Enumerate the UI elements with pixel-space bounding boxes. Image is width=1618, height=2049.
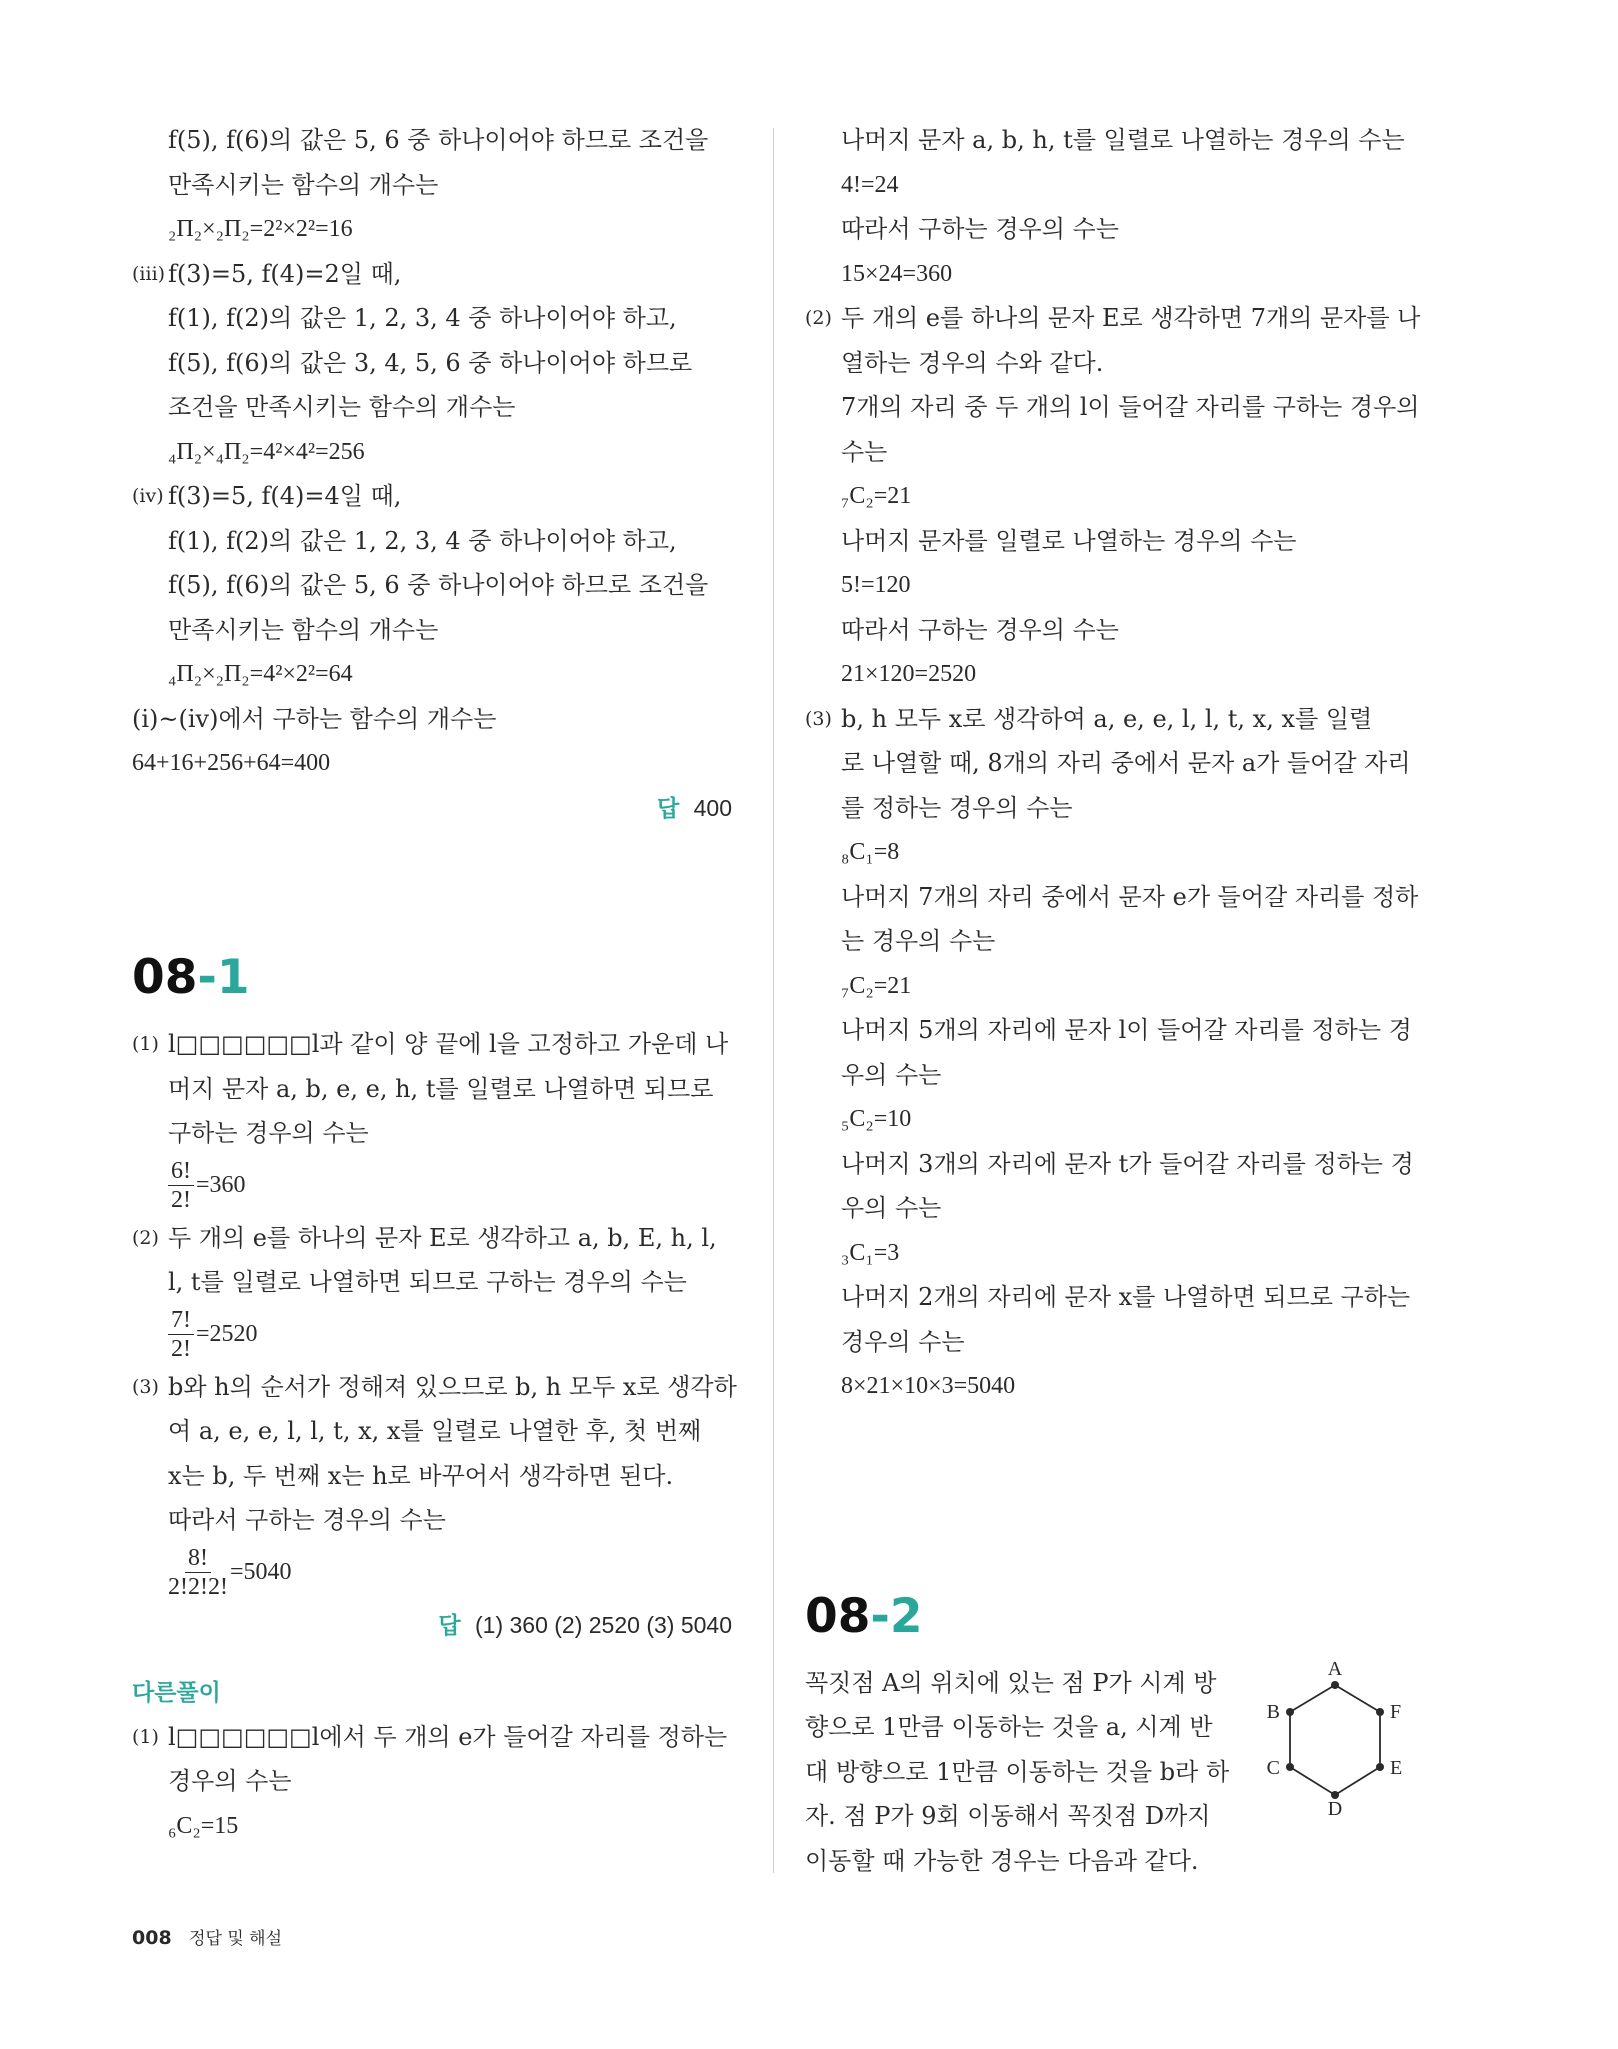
equation-line: ₇C₂=21 (841, 972, 912, 999)
heading-prefix: 08 (132, 950, 198, 1005)
text-line: 나머지 5개의 자리에 문자 l이 들어갈 자리를 정하는 경 (841, 1016, 1412, 1044)
equation-line: ₄Π₂×₂Π₂=4²×2²=64 (168, 661, 353, 687)
part-marker: (1) (132, 1033, 159, 1055)
equation-line: 5!=120 (841, 572, 911, 598)
alt-part-1-line (132, 1715, 732, 1760)
problem-intro (805, 1661, 1245, 1884)
fraction-equation (132, 1543, 732, 1603)
case-iv-line (132, 474, 732, 519)
text-line: 나머지 문자를 일렬로 나열하는 경우의 수는 (841, 526, 1297, 555)
text-line: 구하는 경우의 수는 (168, 1119, 369, 1147)
text-line: 경우의 수는 (168, 1767, 292, 1795)
text-line: 수는 (841, 437, 888, 466)
case-marker: (iv) (132, 485, 164, 507)
spacer (132, 1647, 732, 1670)
text-line: 조건을 만족시키는 함수의 개수는 (168, 393, 516, 421)
part-marker: (2) (132, 1226, 159, 1249)
text-line: 나머지 2개의 자리에 문자 x를 나열하면 되므로 구하는 (841, 1283, 1411, 1311)
vertex-label-b: B (1266, 1701, 1280, 1723)
text-line: 경우의 수는 (841, 1327, 965, 1356)
answer-line (132, 786, 732, 831)
answer-line (132, 1603, 732, 1648)
spacer (805, 1409, 1415, 1579)
vertex-e-dot (1376, 1763, 1384, 1771)
fraction-numerator: 8! (185, 1544, 211, 1573)
heading-dash: - (870, 1588, 890, 1644)
text-line: f(1), f(2)의 값은 1, 2, 3, 4 중 하나이어야 하고, (168, 304, 677, 332)
heading-number: 1 (216, 950, 250, 1005)
text-line: f(3)=5, f(4)=4일 때, (168, 482, 402, 510)
vertex-label-d: D (1327, 1798, 1343, 1815)
equation-line: 4!=24 (841, 171, 899, 198)
equation-line: ₈C₁=8 (841, 839, 900, 865)
answer-value: 400 (693, 794, 732, 821)
column-divider (773, 128, 774, 1873)
alt-part-2-line (805, 296, 1421, 341)
page-number: 008 (132, 1927, 172, 1949)
fraction (168, 1544, 228, 1601)
case-marker: (iii) (132, 262, 166, 285)
text-line: l□□□□□□l에서 두 개의 e가 들어갈 자리를 정하는 (168, 1722, 728, 1751)
text-line: 여 a, e, e, l, l, t, x, x를 일렬로 나열한 후, 첫 번째 (168, 1417, 702, 1445)
right-column (805, 118, 1421, 1883)
fraction (168, 1157, 194, 1214)
text-line: 를 정하는 경우의 수는 (841, 793, 1073, 822)
text-line: 따라서 구하는 경우의 수는 (168, 1506, 446, 1534)
fraction-result: =360 (196, 1172, 246, 1198)
equation-line: 21×120=2520 (841, 661, 977, 687)
part-marker: (3) (805, 707, 832, 730)
text-line: 따라서 구하는 경우의 수는 (841, 215, 1119, 243)
text-line: 7개의 자리 중 두 개의 l이 들어갈 자리를 구하는 경우의 (841, 393, 1420, 421)
summary-line: (i)~(iv)에서 구하는 함수의 개수는 (132, 704, 497, 733)
equation-line: 8×21×10×3=5040 (841, 1373, 1016, 1399)
text-line: 두 개의 e를 하나의 문자 E로 생각하고 a, b, E, h, l, (168, 1223, 717, 1252)
text-line: 따라서 구하는 경우의 수는 (841, 615, 1119, 644)
part-1-line (132, 1022, 732, 1067)
fraction-equation (132, 1305, 732, 1365)
answer-tag: 답 (438, 1611, 461, 1638)
equation-line: ₅C₂=10 (841, 1106, 912, 1132)
text-line: f(1), f(2)의 값은 1, 2, 3, 4 중 하나이어야 하고, (168, 526, 677, 555)
vertex-label-e: E (1390, 1757, 1403, 1779)
text-line: f(5), f(6)의 값은 5, 6 중 하나이어야 하므로 조건을 (168, 126, 709, 154)
fraction-equation (132, 1156, 732, 1216)
vertex-a-dot (1331, 1681, 1339, 1689)
text-line: 두 개의 e를 하나의 문자 E로 생각하면 7개의 문자를 나 (841, 304, 1421, 332)
text-line: f(5), f(6)의 값은 3, 4, 5, 6 중 하나이어야 하므로 (168, 348, 693, 377)
text-line: 만족시키는 함수의 개수는 (168, 170, 439, 199)
answer-value: (1) 360 (2) 2520 (3) 5040 (475, 1611, 732, 1638)
text-line: f(3)=5, f(4)=2일 때, (168, 259, 402, 288)
text-line: 열하는 경우의 수와 같다. (841, 348, 1104, 377)
fraction-result: =5040 (229, 1559, 292, 1585)
text-line: 나머지 문자 a, b, h, t를 일렬로 나열하는 경우의 수는 (841, 126, 1405, 154)
page-footer (132, 1924, 282, 1949)
alt-part-3-line (805, 697, 1415, 742)
text-line: 머지 문자 a, b, e, e, h, t를 일렬로 나열하면 되므로 (168, 1074, 714, 1103)
part-3-line (132, 1365, 737, 1410)
part-marker: (3) (132, 1375, 159, 1398)
vertex-label-f: F (1390, 1701, 1402, 1723)
problem-heading-08-1 (132, 940, 732, 1022)
fraction-result: =2520 (196, 1321, 258, 1347)
part-marker: (2) (805, 307, 832, 329)
equation-line: ₇C₂=21 (841, 483, 912, 509)
text-line: 대 방향으로 1만큼 이동하는 것을 b라 하 (805, 1757, 1230, 1786)
equation-line: ₂Π₂×₂Π₂=2²×2²=16 (168, 216, 353, 242)
equation-line: ₃C₁=3 (841, 1239, 900, 1266)
fraction-denominator: 2!2!2! (168, 1574, 228, 1600)
text-line: l□□□□□□l과 같이 양 끝에 l을 고정하고 가운데 나 (168, 1030, 729, 1058)
equation-line: ₆C₂=15 (168, 1812, 239, 1839)
text-line: 로 나열할 때, 8개의 자리 중에서 문자 a가 들어갈 자리 (841, 749, 1411, 777)
problem-heading-08-2 (805, 1579, 1415, 1661)
text-line: b, h 모두 x로 생각하여 a, e, e, l, l, t, x, x를 일렬 (841, 704, 1373, 733)
text-line: 우의 수는 (841, 1060, 942, 1089)
heading-prefix: 08 (805, 1588, 871, 1644)
part-2-line (132, 1216, 732, 1261)
fraction (168, 1306, 194, 1363)
text-line: 꼭짓점 A의 위치에 있는 점 P가 시계 방 (805, 1668, 1217, 1697)
vertex-label-a: A (1327, 1658, 1343, 1680)
equation-line: ₄Π₂×₄Π₂=4²×4²=256 (168, 438, 365, 465)
alt-solution-title: 다른풀이 (132, 1679, 221, 1705)
text-line: 이동할 때 가능한 경우는 다음과 같다. (805, 1846, 1199, 1875)
text-line: 만족시키는 함수의 개수는 (168, 615, 439, 644)
text-line: x는 b, 두 번째 x는 h로 바꾸어서 생각하면 된다. (168, 1461, 674, 1490)
fraction-denominator: 2! (171, 1336, 191, 1362)
vertex-f-dot (1376, 1708, 1384, 1716)
vertex-label-c: C (1266, 1757, 1280, 1779)
text-line: 우의 수는 (841, 1194, 942, 1222)
text-line: b와 h의 순서가 정해져 있으므로 b, h 모두 x로 생각하 (168, 1372, 737, 1401)
fraction-numerator: 7! (168, 1306, 194, 1335)
footer-label: 정답 및 해설 (189, 1929, 282, 1949)
text-line: 나머지 3개의 자리에 문자 t가 들어갈 자리를 정하는 경 (841, 1149, 1414, 1178)
vertex-b-dot (1286, 1708, 1294, 1716)
fraction-numerator: 6! (168, 1157, 194, 1186)
left-column (132, 118, 737, 1848)
text-line: 는 경우의 수는 (841, 927, 996, 955)
answer-tag: 답 (657, 794, 680, 821)
text-line: l, t를 일렬로 나열하면 되므로 구하는 경우의 수는 (168, 1268, 687, 1296)
equation-line: 15×24=360 (841, 260, 953, 287)
hexagon-figure (1250, 1655, 1420, 1815)
heading-number: 2 (889, 1588, 923, 1644)
part-marker: (1) (132, 1725, 159, 1748)
vertex-c-dot (1286, 1763, 1294, 1771)
text-line: 나머지 7개의 자리 중에서 문자 e가 들어갈 자리를 정하 (841, 882, 1419, 911)
case-iii-line (132, 252, 732, 297)
text-line: 자. 점 P가 9회 이동해서 꼭짓점 D까지 (805, 1802, 1211, 1830)
fraction-denominator: 2! (171, 1187, 191, 1213)
text-line: f(5), f(6)의 값은 5, 6 중 하나이어야 하므로 조건을 (168, 571, 709, 599)
summary-equation: 64+16+256+64=400 (132, 750, 331, 776)
spacer (132, 830, 732, 940)
text-line: 향으로 1만큼 이동하는 것을 a, 시계 반 (805, 1713, 1213, 1741)
heading-dash: - (197, 950, 217, 1005)
hexagon-outline (1290, 1685, 1380, 1795)
